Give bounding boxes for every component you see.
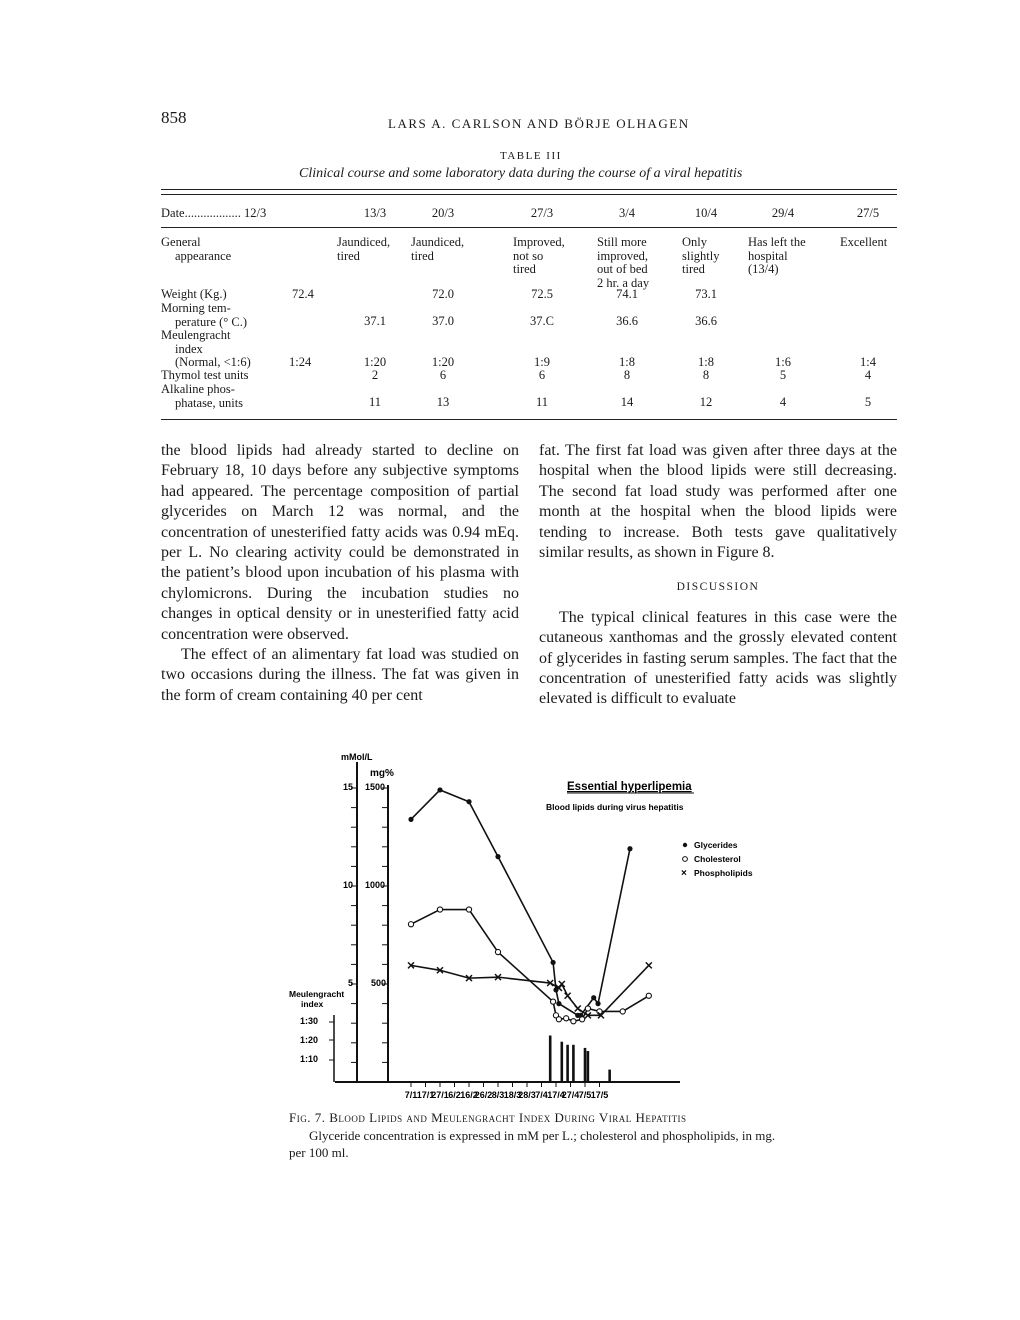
weight-cell-2: 72.5 — [531, 287, 553, 301]
thymol-cell-2: 6 — [538, 368, 546, 382]
point-glycerides-2 — [466, 799, 471, 804]
point-phospholipids-5 — [556, 985, 562, 991]
alkaline-cell-3: 14 — [620, 395, 634, 409]
general-cell-4: Only slightly tired — [682, 235, 720, 276]
temperature-cell-3: 36.6 — [616, 314, 638, 328]
row-label-general: General appearance — [161, 235, 232, 263]
date-label: Date.................. 12/3 — [161, 206, 267, 220]
point-cholesterol-13 — [646, 993, 651, 998]
date-header-3: 3/4 — [619, 206, 635, 220]
alkaline-cell-5: 4 — [779, 395, 787, 409]
x-tick-label-13: 17/5 — [590, 1090, 609, 1100]
series-line-phospholipids — [411, 965, 649, 1015]
point-cholesterol-1 — [437, 907, 442, 912]
x-tick-label-4: 16/2 — [460, 1090, 478, 1100]
left-paragraph-1: the blood lipids had already started to decline on February 18, 10 days before any subjective symptoms had appeared. The percentage composition of partial glycerides on March 12 was normal, and the concentration of unesterified fatty acids was 0.94 mEq. per L. No clearing activity could be demonstrated in the patient’s blood upon incubation of his plasma with chylomicrons. During the incubation studies no changes in optical density or in unesterified fatty acid concentration were observed. — [161, 442, 519, 643]
x-tick-label-11: 27/4 — [561, 1090, 580, 1100]
point-cholesterol-11 — [597, 1009, 602, 1014]
date-header-6: 27/5 — [856, 206, 880, 220]
chart-title: Essential hyperlipemia — [567, 781, 692, 793]
date-header-1: 20/3 — [431, 206, 455, 220]
point-phospholipids-3 — [495, 974, 501, 980]
x-tick-label-6: 8/3 — [491, 1090, 505, 1100]
legend-glycerides: Glycerides — [694, 840, 738, 850]
row-label-temperature: Morning tem- perature (° C.) — [161, 301, 247, 329]
meulengracht-cell-2: 1:9 — [534, 355, 550, 369]
legend-cholesterol: Cholesterol — [694, 854, 741, 864]
row-label-weight: Weight (Kg.) — [161, 287, 227, 301]
y-axis-label-mg: mg% — [370, 768, 394, 779]
x-tick-label-0: 7/1 — [404, 1090, 418, 1100]
thymol-cell-5: 5 — [779, 368, 787, 382]
weight-cell-4: 73.1 — [695, 287, 717, 301]
running-head: LARS A. CARLSON AND BÖRJE OLHAGEN — [388, 116, 690, 131]
series-line-cholesterol — [411, 910, 649, 1022]
point-phospholipids-4 — [547, 980, 553, 986]
index-label-line1: Meulengracht — [289, 989, 345, 999]
point-glycerides-5 — [553, 987, 558, 992]
table-bottom-rule — [161, 419, 897, 420]
figure-caption-text: Glyceride concentration is expressed in mM per L.; cholesterol and phospholipids, in mg. per 100 ml. — [289, 1128, 776, 1160]
general-cell-1: Jaundiced, tired — [411, 235, 465, 263]
left-column — [161, 441, 519, 706]
general-cell-6: Excellent — [840, 235, 888, 249]
thymol-cell-4: 8 — [702, 368, 710, 382]
point-glycerides-9 — [591, 995, 596, 1000]
point-phospholipids-8 — [575, 1006, 581, 1012]
point-glycerides-0 — [408, 817, 413, 822]
index-tick-1-20: 1:20 — [300, 1035, 319, 1045]
y-tick-mg-500: 500 — [371, 978, 387, 988]
point-phospholipids-6 — [559, 981, 565, 987]
y-tick-mmol-15: 15 — [343, 782, 354, 792]
date-header-0: 13/3 — [363, 206, 387, 220]
alkaline-cell-0: 11 — [368, 395, 382, 409]
general-cell-3: Still more improved, out of bed 2 hr. a day — [597, 235, 650, 290]
point-cholesterol-0 — [408, 922, 413, 927]
series-line-glycerides — [411, 790, 630, 1015]
x-tick-label-2: 27/1 — [431, 1090, 449, 1100]
legend-phospholipids: Phospholipids — [694, 868, 753, 878]
row-label-thymol: Thymol test units — [161, 368, 249, 382]
weight-cell-1: 72.0 — [432, 287, 454, 301]
point-cholesterol-8 — [571, 1019, 576, 1024]
point-glycerides-11 — [627, 846, 632, 851]
page-number: 858 — [161, 108, 187, 127]
general-cell-5: Has left the hospital (13/4) — [748, 235, 806, 276]
meulengracht-cell-4: 1:8 — [698, 355, 714, 369]
x-tick-label-10: 17/4 — [547, 1090, 565, 1100]
point-cholesterol-7 — [564, 1016, 569, 1021]
row-label-alkaline: Alkaline phos- phatase, units — [161, 382, 244, 410]
point-cholesterol-2 — [466, 907, 471, 912]
meulengracht-cell-6: 1:4 — [860, 355, 876, 369]
thymol-cell-3: 8 — [623, 368, 631, 382]
figure-caption-title: Fig. 7. Blood Lipids and Meulengracht Index During Viral Hepatitis — [289, 1110, 687, 1125]
x-tick-label-8: 28/3 — [518, 1090, 536, 1100]
index-tick-1-10: 1:10 — [300, 1054, 319, 1064]
temperature-cell-0: 37.1 — [364, 314, 386, 328]
table-top-rule-1 — [161, 189, 897, 190]
legend-circle-cholesterol — [683, 857, 688, 862]
temperature-cell-1: 37.0 — [432, 314, 454, 328]
index-tick-1-30: 1:30 — [300, 1016, 319, 1026]
point-cholesterol-10 — [585, 1006, 590, 1011]
left-paragraph-2: The effect of an alimentary fat load was studied on two occasions during the illness. The fat was given in the form of cream containing 40 per cent — [161, 646, 519, 704]
table-header-rule — [161, 227, 897, 228]
legend-dot-glycerides — [683, 843, 687, 847]
index-label-hidden: Meulengracht index — [0, 0, 9, 1]
temperature-cell-2: 37.C — [530, 314, 554, 328]
meulengracht-first-value: 1:24 — [289, 355, 312, 369]
point-cholesterol-5 — [553, 1013, 558, 1018]
alkaline-cell-2: 11 — [535, 395, 549, 409]
point-glycerides-7 — [575, 1013, 580, 1018]
meulengracht-cell-0: 1:20 — [363, 355, 387, 369]
thymol-cell-0: 2 — [371, 368, 379, 382]
x-tick-label-9: 7/4 — [535, 1090, 548, 1100]
y-tick-mg-1500: 1500 — [365, 782, 386, 792]
point-phospholipids-7 — [565, 993, 571, 999]
point-glycerides-4 — [551, 960, 556, 965]
y-tick-mg-1000: 1000 — [365, 880, 386, 890]
point-glycerides-3 — [495, 854, 500, 859]
meulengracht-cell-1: 1:20 — [431, 355, 455, 369]
alkaline-cell-1: 13 — [436, 395, 450, 409]
index-label-line2: index — [301, 999, 324, 1009]
thymol-cell-6: 4 — [864, 368, 872, 382]
thymol-cell-1: 6 — [439, 368, 447, 382]
point-cholesterol-9 — [580, 1017, 585, 1022]
right-paragraph-1: fat. The first fat load was given after three days at the hospital when the blood lipids were still decreasing. The second fat load study was performed after one month at the hospital when the blood lipids were tending to increase. Both tests gave qualitatively similar results, as shown in Figure 8. — [539, 442, 897, 562]
point-glycerides-8 — [578, 1013, 583, 1018]
meulengracht-cell-3: 1:8 — [619, 355, 635, 369]
alkaline-cell-4: 12 — [699, 395, 713, 409]
point-cholesterol-4 — [551, 999, 556, 1004]
y-tick-mmol-10: 10 — [343, 880, 354, 890]
point-phospholipids-0 — [408, 962, 414, 968]
date-header-2: 27/3 — [530, 206, 554, 220]
x-tick-label-7: 18/3 — [503, 1090, 522, 1100]
chart-subtitle: Blood lipids during virus hepatitis — [546, 802, 684, 812]
legend-x-phospholipids: × — [681, 868, 687, 879]
y-axis-label-mmol: mMol/L — [341, 752, 373, 762]
point-phospholipids-9 — [585, 1012, 591, 1018]
general-cell-0: Jaundiced, tired — [337, 235, 391, 263]
point-glycerides-6 — [556, 1001, 561, 1006]
y-tick-mmol-5: 5 — [348, 978, 354, 988]
right-paragraph-2: The typical clinical features in this case were the cutaneous xanthomas and the grossly elevated content of glycerides in fasting serum samples. The fact that the concentration of unesterified fatty acids was slightly elevated is difficult to evaluate — [539, 608, 897, 708]
point-cholesterol-6 — [556, 1017, 561, 1022]
x-tick-label-5: 26/2 — [474, 1090, 493, 1100]
x-tick-label-12: 7/5 — [578, 1090, 592, 1100]
x-tick-label-3: 6/2 — [448, 1090, 461, 1100]
point-glycerides-1 — [437, 787, 442, 792]
date-header-5: 29/4 — [771, 206, 795, 220]
table-top-rule-2 — [161, 194, 897, 195]
right-column — [539, 441, 897, 710]
point-phospholipids-11 — [646, 962, 652, 968]
point-cholesterol-3 — [495, 949, 500, 954]
point-glycerides-10 — [595, 1001, 600, 1006]
table-caption: Clinical course and some laboratory data during the course of a viral hepatitis — [299, 166, 743, 181]
point-phospholipids-1 — [437, 967, 443, 973]
alkaline-cell-6: 5 — [864, 395, 872, 409]
weight-first-value: 72.4 — [292, 287, 314, 301]
point-phospholipids-2 — [466, 975, 472, 981]
point-cholesterol-12 — [620, 1009, 625, 1014]
discussion-heading: DISCUSSION — [676, 581, 760, 594]
temperature-cell-4: 36.6 — [695, 314, 717, 328]
point-phospholipids-10 — [598, 1012, 604, 1018]
date-header-4: 10/4 — [694, 206, 718, 220]
row-label-meulengracht: Meulengracht index (Normal, <1:6) — [161, 328, 251, 369]
x-tick-label-1: 17/1 — [416, 1090, 435, 1100]
meulengracht-cell-5: 1:6 — [775, 355, 791, 369]
general-cell-2: Improved, not so tired — [513, 235, 565, 276]
table-label: TABLE III — [500, 150, 562, 162]
weight-cell-3: 74.1 — [616, 287, 638, 301]
